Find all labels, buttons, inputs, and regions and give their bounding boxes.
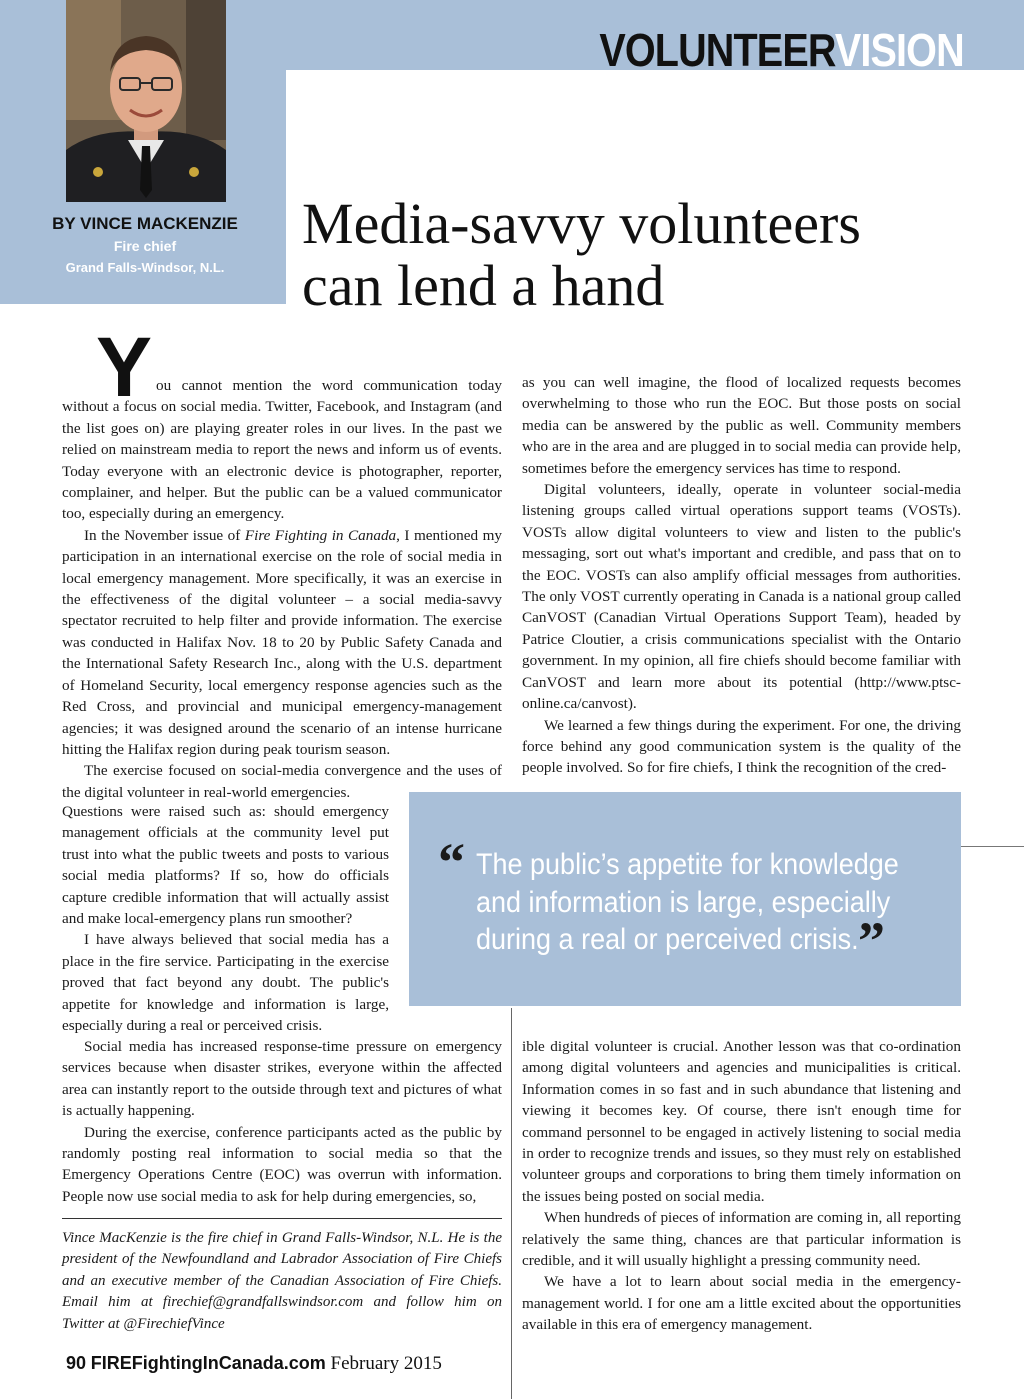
publication-title: Fire Fighting in Canada	[244, 526, 397, 544]
paragraph: During the exercise, conference participants acted as the public by randomly posting real information to social media so that the Emergency Operations Centre (EOC) was overrun with information. People now use social media to ask for help during emergencies, so,	[62, 1123, 502, 1205]
author-location: Grand Falls-Windsor, N.L.	[65, 260, 225, 275]
open-quote-icon: “	[438, 832, 465, 892]
article-headline	[302, 193, 1002, 317]
headline-line-1: Media-savvy volunteers	[302, 191, 861, 256]
column-divider	[511, 1008, 512, 1399]
paragraph: Questions were raised such as: should emergency management officials at the community level put trust into what the public tweets and posts to various social media platforms? If so, how do officials capture credible information that will actually assist and make local-emergency plans run smoother?	[62, 803, 389, 928]
paragraph-text: ou cannot mention the word communication today without a focus on social media. Twitter, Facebook, and Instagram (and the list goes on) are playing greater roles in our lives. In the past we relied on mainstream media to report the news and inform us of events. Today everyone with an electronic device is photographer, reporter, complainer, and helper. But the public can be a valued communicator too, especially during an emergency.	[62, 377, 502, 523]
paragraph: ible digital volunteer is crucial. Another lesson was that co-ordination among digital volunteers and agencies and municipalities is critical. Information comes in so fast and in such abundance that listening and viewing it becomes key. Of course, there isn't enough time for command personnel to be engaged in actively listening to social media in order to recognize trends and issues, so they must rely on established volunteer groups and corporations to bring them timely information on the issues being posted on social media.	[522, 1038, 961, 1205]
right-column-top	[522, 372, 961, 779]
bio-rule	[62, 1218, 502, 1219]
paragraph: The exercise focused on social-media convergence and the uses of the digital volunteer in real-world emergencies.	[62, 762, 502, 801]
pull-quote-line-2: and information is large, especially	[476, 885, 891, 919]
paragraph: Digital volunteers, ideally, operate in volunteer social-media listening groups called virtual operations support teams (VOSTs). VOSTs allow digital volunteers to view and listen to the public's messaging, sort out what's important and credible, and pass that on to the EOC. VOSTs can also amplify official messages from authorities. The only VOST currently operating in Canada is a national group called CanVOST (Canadian Virtual Operations Support Team), headed by Patrice Cloutier, a crisis communications specialist with the Ontario government. In my opinion, all fire chiefs should become familiar with CanVOST and learn more about its potential (http://www.ptsc-online.ca/canvost).	[522, 481, 961, 713]
author-bio: Vince MacKenzie is the fire chief in Grand Falls-Windsor, N.L. He is the president of the Newfoundland and Labrador Association of Fire Chiefs and an executive member of the Canadian Association of Fire Chiefs. Email him at firechief@grandfallswindsor.com and follow him on Twitter at @FirechiefVince	[62, 1230, 502, 1332]
headline-line-2: can lend a hand	[302, 253, 665, 318]
section-title	[600, 26, 964, 74]
pull-quote-line-1: The public’s appetite for knowledge	[476, 848, 899, 881]
page-footer	[66, 1353, 442, 1375]
paragraph: When hundreds of pieces of information are coming in, all reporting relatively the same thing, chances are that particular information is credible, and it will usually highlight a pressing community need.	[522, 1209, 961, 1270]
drop-cap: Y	[96, 320, 153, 414]
section-title-word1: VOLUNTEER	[599, 24, 836, 76]
close-quote-icon: ”	[858, 911, 885, 971]
paragraph: I have always believed that social media has a place in the fire service. Participating in the exercise proved that fact beyond any doubt. The public's appetite for knowledge and information is large, especially during a real or perceived crisis.	[62, 931, 389, 1035]
section-title-word2: VISION	[835, 24, 964, 76]
author-photo	[66, 0, 226, 202]
paragraph: We learned a few things during the experiment. For one, the driving force behind any good communication system is the quality of the people involved. So for fire chiefs, I think the recognition of the cred-	[522, 716, 961, 777]
author-title: Fire chief	[113, 238, 177, 254]
issue-date: February 2015	[330, 1353, 442, 1374]
portrait-image	[66, 0, 226, 202]
paragraph-text: , I mentioned my participation in an international exercise on the role of social media in local emergency management. More specifically, it was an exercise in the effectiveness of the digital volunteer – a social media-savvy spectator recruited to help filter and provide information. The exercise was conducted in Halifax Nov. 18 to 20 by Public Safety Canada and the International Safety Research Inc., along with the U.S. department of Homeland Security, local emergency response agencies such as the Red Cross, and provincial and municipal emergency-management agencies; it was designed around the scenario of an intense hurricane hitting the Halifax region during peak tourism season.	[62, 526, 503, 758]
paragraph	[62, 525, 502, 760]
left-column-narrow	[62, 801, 389, 1036]
paragraph: as you can well imagine, the flood of localized requests becomes overwhelming to those who run the EOC. But those posts on social media can be answered by the public as well. Community members who are in the area and are plugged in to social media can provide help, sometimes before the emergency services has time to respond.	[522, 374, 961, 477]
left-column-bottom	[62, 1036, 502, 1207]
pull-quote-line-3: during a real or perceived crisis.	[476, 923, 859, 956]
paragraph: Social media has increased response-time pressure on emergency services because when disaster strikes, everyone within the affected area can instantly report to the outside through text and pictures of what is actually happening.	[62, 1038, 502, 1120]
paragraph	[62, 320, 502, 525]
author-name: BY VINCE MACKENZIE	[52, 214, 238, 233]
right-column-bottom	[522, 1036, 961, 1336]
left-column-top	[62, 320, 503, 803]
paragraph-text: In the November issue of	[84, 526, 245, 544]
paragraph: We have a lot to learn about social media in the emergency-management world. I for one am a little excited about the opportunities available in this era of emergency management.	[522, 1273, 961, 1334]
pull-quote-rule	[961, 846, 1024, 847]
page-number: 90	[66, 1353, 87, 1373]
website: FIREFightingInCanada.com	[90, 1353, 326, 1373]
pull-quote	[476, 846, 899, 959]
